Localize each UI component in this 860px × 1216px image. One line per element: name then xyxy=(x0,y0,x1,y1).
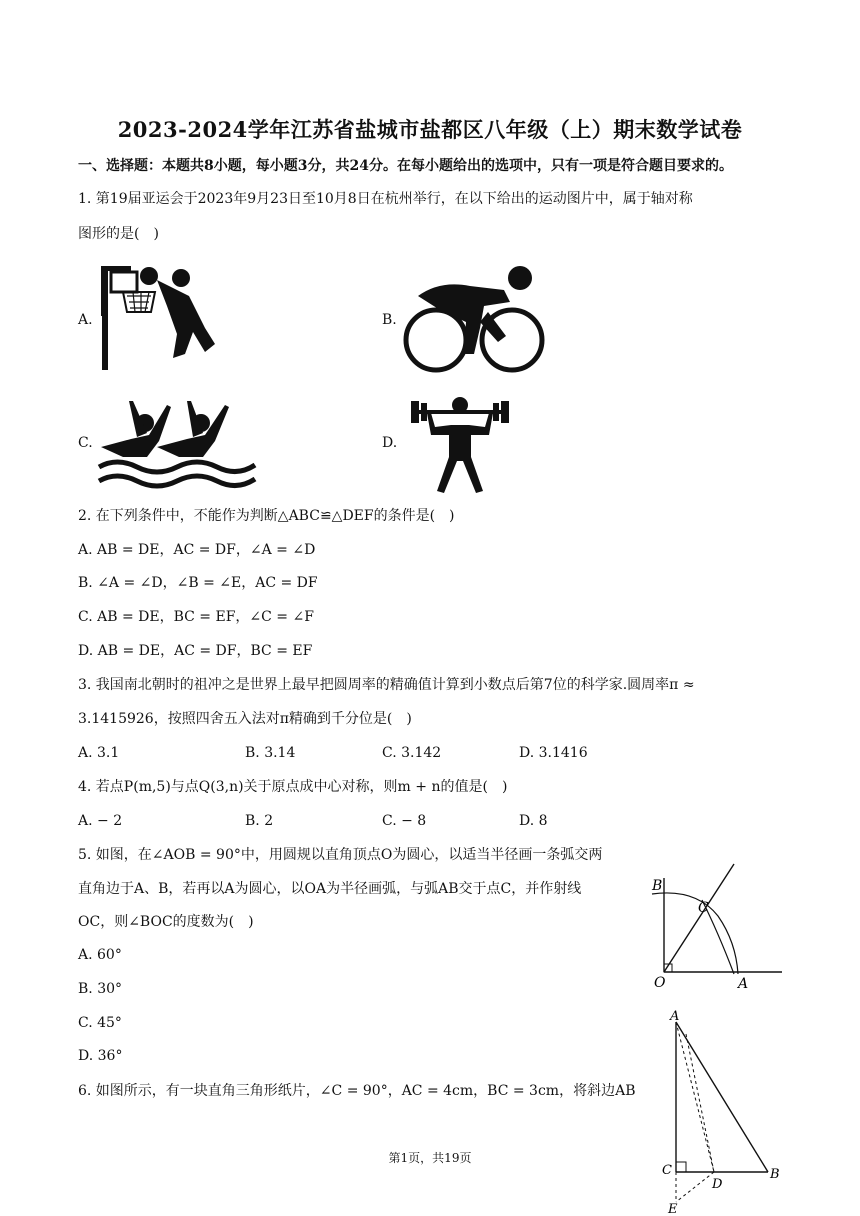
q2-option-a: A. AB = DE，AC = DF，∠A = ∠D xyxy=(78,542,316,558)
q3-option-d: D. 3.1416 xyxy=(519,745,588,761)
page-title: 2023-2024学年江苏省盐城市盐都区八年级（上）期末数学试卷 xyxy=(117,117,743,142)
q4-option-b: B. 2 xyxy=(245,813,274,829)
q4-option-d: D. 8 xyxy=(519,813,548,829)
q5-label-c: C xyxy=(698,900,709,916)
cycling-icon xyxy=(400,262,548,374)
question-3-line-1: 3. 我国南北朝时的祖冲之是世界上最早把圆周率的精确值计算到小数点后第7位的科学家.圆周率π ≈ xyxy=(78,677,695,693)
question-3-line-2: 3.1415926，按照四舍五入法对π精确到千分位是( ) xyxy=(78,711,412,727)
question-1-line-2: 图形的是( ) xyxy=(78,226,159,242)
q4-option-a: A. − 2 xyxy=(78,813,123,829)
question-4-stem: 4. 若点P(m,5)与点Q(3,n)关于原点成中心对称，则m + n的值是( ) xyxy=(78,779,508,795)
q6-triangle-figure xyxy=(656,1004,790,1214)
q1-option-d-label: D. xyxy=(382,435,398,451)
q6-label-a: A xyxy=(670,1009,680,1024)
q1-option-b-label: B. xyxy=(382,312,397,328)
section-heading: 一、选择题：本题共8小题，每小题3分，共24分。在每小题给出的选项中，只有一项是符合题目要求的。 xyxy=(78,158,733,174)
q3-option-a: A. 3.1 xyxy=(78,745,120,761)
q5-option-a: A. 60° xyxy=(78,947,122,963)
q1-option-a-label: A. xyxy=(78,312,93,328)
q1-option-c-label: C. xyxy=(78,435,93,451)
q6-label-d: D xyxy=(712,1177,723,1192)
q5-label-a: A xyxy=(738,976,749,992)
basketball-icon xyxy=(97,262,237,374)
weightlifting-icon xyxy=(405,395,515,495)
q2-option-b: B. ∠A = ∠D，∠B = ∠E，AC = DF xyxy=(78,575,318,591)
question-1-line-1: 1. 第19届亚运会于2023年9月23日至10月8日在杭州举行，在以下给出的运动图片中，属于轴对称 xyxy=(78,191,693,207)
q5-option-d: D. 36° xyxy=(78,1048,123,1064)
q4-option-c: C. − 8 xyxy=(382,813,427,829)
q6-label-e: E xyxy=(668,1202,678,1214)
q5-label-o: O xyxy=(654,975,666,991)
q6-label-b: B xyxy=(770,1167,780,1182)
q2-option-c: C. AB = DE，BC = EF，∠C = ∠F xyxy=(78,609,314,625)
q5-angle-figure xyxy=(646,860,786,994)
question-5-line-2: 直角边于A、B，若再以A为圆心，以OA为半径画弧，与弧AB交于点C，并作射线 xyxy=(78,881,582,897)
q5-option-b: B. 30° xyxy=(78,981,123,997)
question-5-line-3: OC，则∠BOC的度数为( ) xyxy=(78,914,254,930)
q5-option-c: C. 45° xyxy=(78,1015,122,1031)
page-footer: 第1页，共19页 xyxy=(388,1151,472,1165)
q3-option-c: C. 3.142 xyxy=(382,745,442,761)
question-6-line-1: 6. 如图所示，有一块直角三角形纸片，∠C = 90°，AC = 4cm，BC = 3cm，将斜边AB xyxy=(78,1083,636,1099)
q2-option-d: D. AB = DE，AC = DF，BC = EF xyxy=(78,643,313,659)
synchronized-swimming-icon xyxy=(97,395,257,495)
question-2-stem: 2. 在下列条件中，不能作为判断△ABC≌△DEF的条件是( ) xyxy=(78,508,455,524)
q3-option-b: B. 3.14 xyxy=(245,745,296,761)
q6-label-c: C xyxy=(662,1163,672,1178)
q5-label-b: B xyxy=(652,878,663,894)
question-5-line-1: 5. 如图，在∠AOB = 90°中，用圆规以直角顶点O为圆心，以适当半径画一条弧交两 xyxy=(78,847,603,863)
